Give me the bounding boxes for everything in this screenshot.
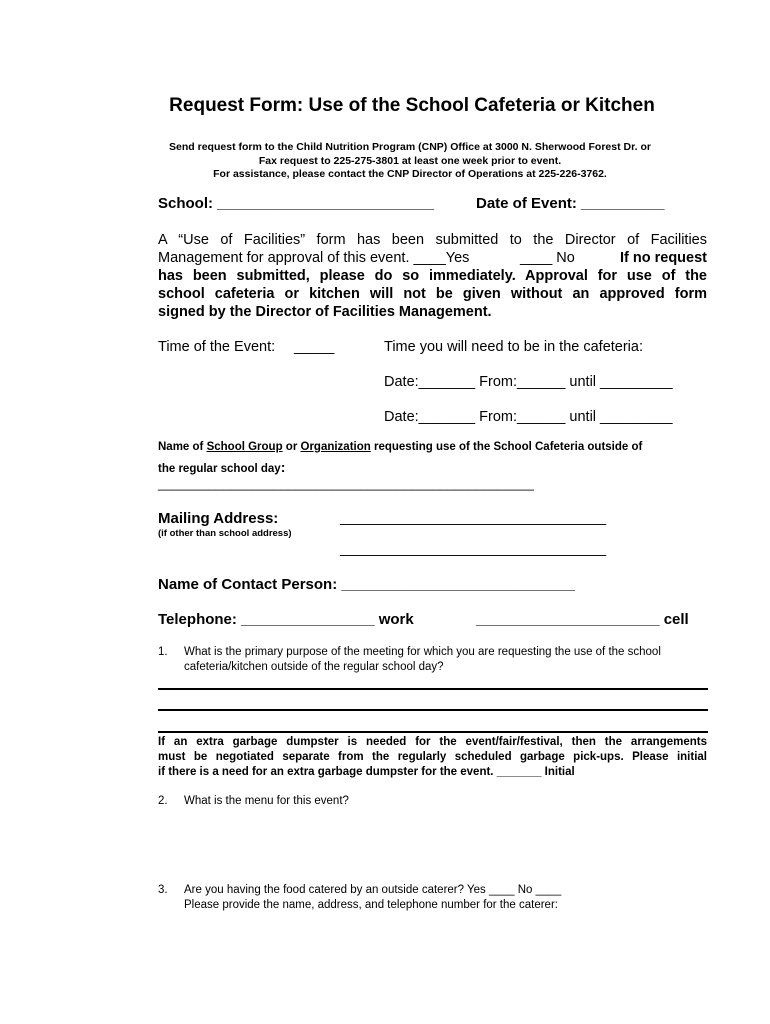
date-from-until-row-2[interactable]: Date:_______ From:______ until _________ [384,409,673,425]
question-1-number: 1. [158,646,168,658]
name-group-field[interactable]: ____________________________________________________ [158,476,534,491]
intro-line-3: For assistance, please contact the CNP Director of Operations at 225-226-3762. [213,168,607,180]
facilities-no-option[interactable]: ____ No [520,250,575,266]
question-3-line-1[interactable]: Are you having the food catered by an outside caterer? Yes ____ No ____ [184,884,562,896]
garbage-note-line-2: must be negotiated separate from the regularly scheduled garbage pick-ups. Please initial [158,751,707,763]
facilities-paragraph [158,231,707,321]
telephone-cell-field[interactable]: ______________________ cell [476,611,689,628]
mailing-address-field-2[interactable]: _________________________________ [340,541,607,557]
name-group-line-2-text: the regular school day [158,463,281,475]
time-of-event-label: Time of the Event: [158,339,276,355]
name-group-or: or [282,441,301,453]
garbage-dumpster-note [158,735,707,780]
school-group-label: School Group [206,441,283,453]
question-3-number: 3. [158,884,168,896]
date-of-event-field[interactable]: Date of Event: __________ [476,195,665,212]
form-title: Request Form: Use of the School Cafeteria or Kitchen [169,95,655,116]
question-2-text: What is the menu for this event? [184,795,349,807]
question-1-text: What is the primary purpose of the meeting for which you are requesting the use of the school cafeteria/kitchen outside of the regular school day? [184,646,661,673]
answer-line-2[interactable] [158,709,708,711]
garbage-note-line-1: If an extra garbage dumpster is needed for the event/fair/festival, then the arrangements [158,736,707,748]
facilities-yes-option[interactable]: Management for approval of this event. ____Yes [158,250,470,266]
time-of-event-field[interactable]: _____ [294,339,335,355]
mailing-address-field-1[interactable]: _________________________________ [340,510,607,526]
mailing-address-note: (if other than school address) [158,528,292,539]
intro-line-1: Send request form to the Child Nutrition Program (CNP) Office at 3000 N. Sherwood Forest Dr. or [169,141,651,153]
question-2-number: 2. [158,795,168,807]
garbage-note-line-3[interactable]: if there is a need for an extra garbage dumpster for the event. _______ Initial [158,766,575,778]
answer-line-1[interactable] [158,688,708,690]
name-group-line-2 [158,459,285,475]
facilities-line-5: signed by the Director of Facilities Management. [158,304,492,320]
facilities-warning-start: If no request [619,250,707,266]
intro-line-2: Fax request to 225-275-3801 at least one week prior to event. [258,155,562,167]
question-3-line-2: Please provide the name, address, and telephone number for the caterer: [184,899,558,911]
telephone-work-field[interactable]: Telephone: ________________ work [158,611,414,628]
facilities-line-2 [158,249,707,267]
name-group-colon: : [280,459,286,475]
name-group-line-1 [158,441,707,453]
organization-label: Organization [300,441,371,453]
time-in-cafeteria-label: Time you will need to be in the cafeteria: [384,339,643,355]
facilities-line-3: has been submitted, please do so immediately. Approval for use of the [158,268,707,284]
contact-person-field[interactable]: Name of Contact Person: ____________________________ [158,576,575,593]
mailing-address-label: Mailing Address: [158,510,279,527]
date-from-until-row-1[interactable]: Date:_______ From:______ until _________ [384,374,673,390]
answer-line-3[interactable] [158,731,708,733]
facilities-line-4: school cafeteria or kitchen will not be given without an approved form [158,286,707,302]
school-field[interactable]: School: __________________________ [158,195,435,212]
facilities-line-1: A “Use of Facilities” form has been submitted to the Director of Facilities [158,232,707,248]
name-group-prefix: Name of [158,441,207,453]
name-group-suffix: requesting use of the School Cafeteria outside of [370,441,643,453]
